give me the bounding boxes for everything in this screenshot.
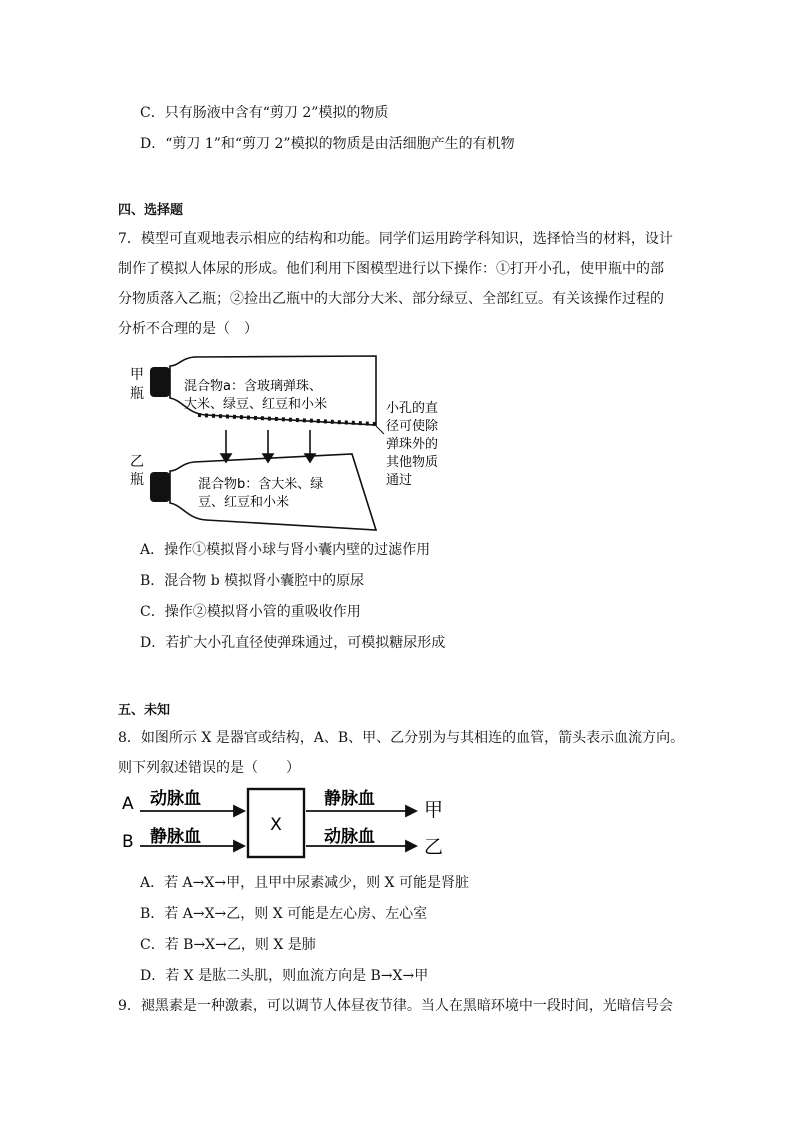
section-heading: 四、选择题 [118,203,184,218]
bottle-yi-label: 瓶 [130,472,144,488]
option-c: C．只有肠液中含有“剪刀 2”模拟的物质 [140,105,389,121]
hole-note: 径可使除 [386,419,439,434]
section-heading: 五、未知 [118,703,171,718]
q9-text-line: 9．褪黑素是一种激素，可以调节人体昼夜节律。当人在黑暗环境中一段时间，光暗信号会 [118,998,673,1014]
q8-option-d: D．若 X 是肱二头肌，则血流方向是 B→X→甲 [140,968,429,984]
q7-option-c: C．操作②模拟肾小管的重吸收作用 [140,604,361,620]
q7-text-line: 制作了模拟人体尿的形成。他们利用下图模型进行以下操作：①打开小孔，使甲瓶中的部 [118,261,664,277]
hole-note: 其他物质 [386,455,439,470]
outflow-yi-text: 动脉血 [324,827,375,847]
mix-a-text: 大米、绿豆、红豆和小米 [184,397,328,412]
q8-option-c: C．若 B→X→乙，则 X 是肺 [140,937,316,953]
bottle-yi-label: 乙 [130,454,144,470]
bottle-yi [130,454,376,530]
hole-note: 通过 [386,473,413,488]
hole-note: 弹珠外的 [386,437,439,452]
bottle-jia-label: 瓶 [130,386,144,402]
q7-option-a: A．操作①模拟肾小球与肾小囊内壁的过滤作用 [140,542,431,558]
vessel-b-label: B [122,832,134,852]
vessel-jia-label: 甲 [424,799,444,821]
q8-text-line: 则下列叙述错误的是（ ） [118,760,300,776]
q8-text-line: 8．如图所示 X 是器官或结构，A、B、甲、乙分别为与其相连的血管，箭头表示血流方向。 [118,730,685,746]
mix-b-text: 豆、红豆和小米 [198,495,290,510]
q7-text-line: 分物质落入乙瓶；②捡出乙瓶中的大部分大米、部分绿豆、全部红豆。有关该操作过程的 [118,291,664,307]
outflow-jia-text: 静脉血 [324,789,375,809]
bottle-jia-label: 甲 [130,367,144,383]
q7-option-b: B．混合物 b 模拟肾小囊腔中的原尿 [140,573,365,589]
organ-x-label: X [270,815,282,835]
q8-blood-flow-figure [118,784,458,864]
inflow-b-text: 静脉血 [150,827,201,847]
q7-text-line: 分析不合理的是（ ） [118,321,258,337]
vessel-yi-label: 乙 [424,836,444,858]
q7-text-line: 7．模型可直观地表示相应的结构和功能。同学们运用跨学科知识，选择恰当的材料，设计 [118,231,673,247]
hole-note-leader [376,426,384,434]
mix-a-text: 混合物a：含玻璃弹珠、 [184,379,322,394]
q8-option-b: B．若 A→X→乙，则 X 可能是左心房、左心室 [140,906,428,922]
vessel-a-label: A [122,794,134,814]
q8-option-a: A．若 A→X→甲，且甲中尿素减少，则 X 可能是肾脏 [140,875,469,891]
hole-note: 小孔的直 [386,401,439,416]
bottle-jia [130,356,376,425]
q7-bottle-model-figure [118,350,458,532]
option-d: D．“剪刀 1”和“剪刀 2”模拟的物质是由活细胞产生的有机物 [140,136,515,152]
inflow-a-text: 动脉血 [150,789,201,809]
mix-b-text: 混合物b：含大米、绿 [198,477,324,492]
q7-option-d: D．若扩大小孔直径使弹珠通过，可模拟糖尿形成 [140,635,446,651]
